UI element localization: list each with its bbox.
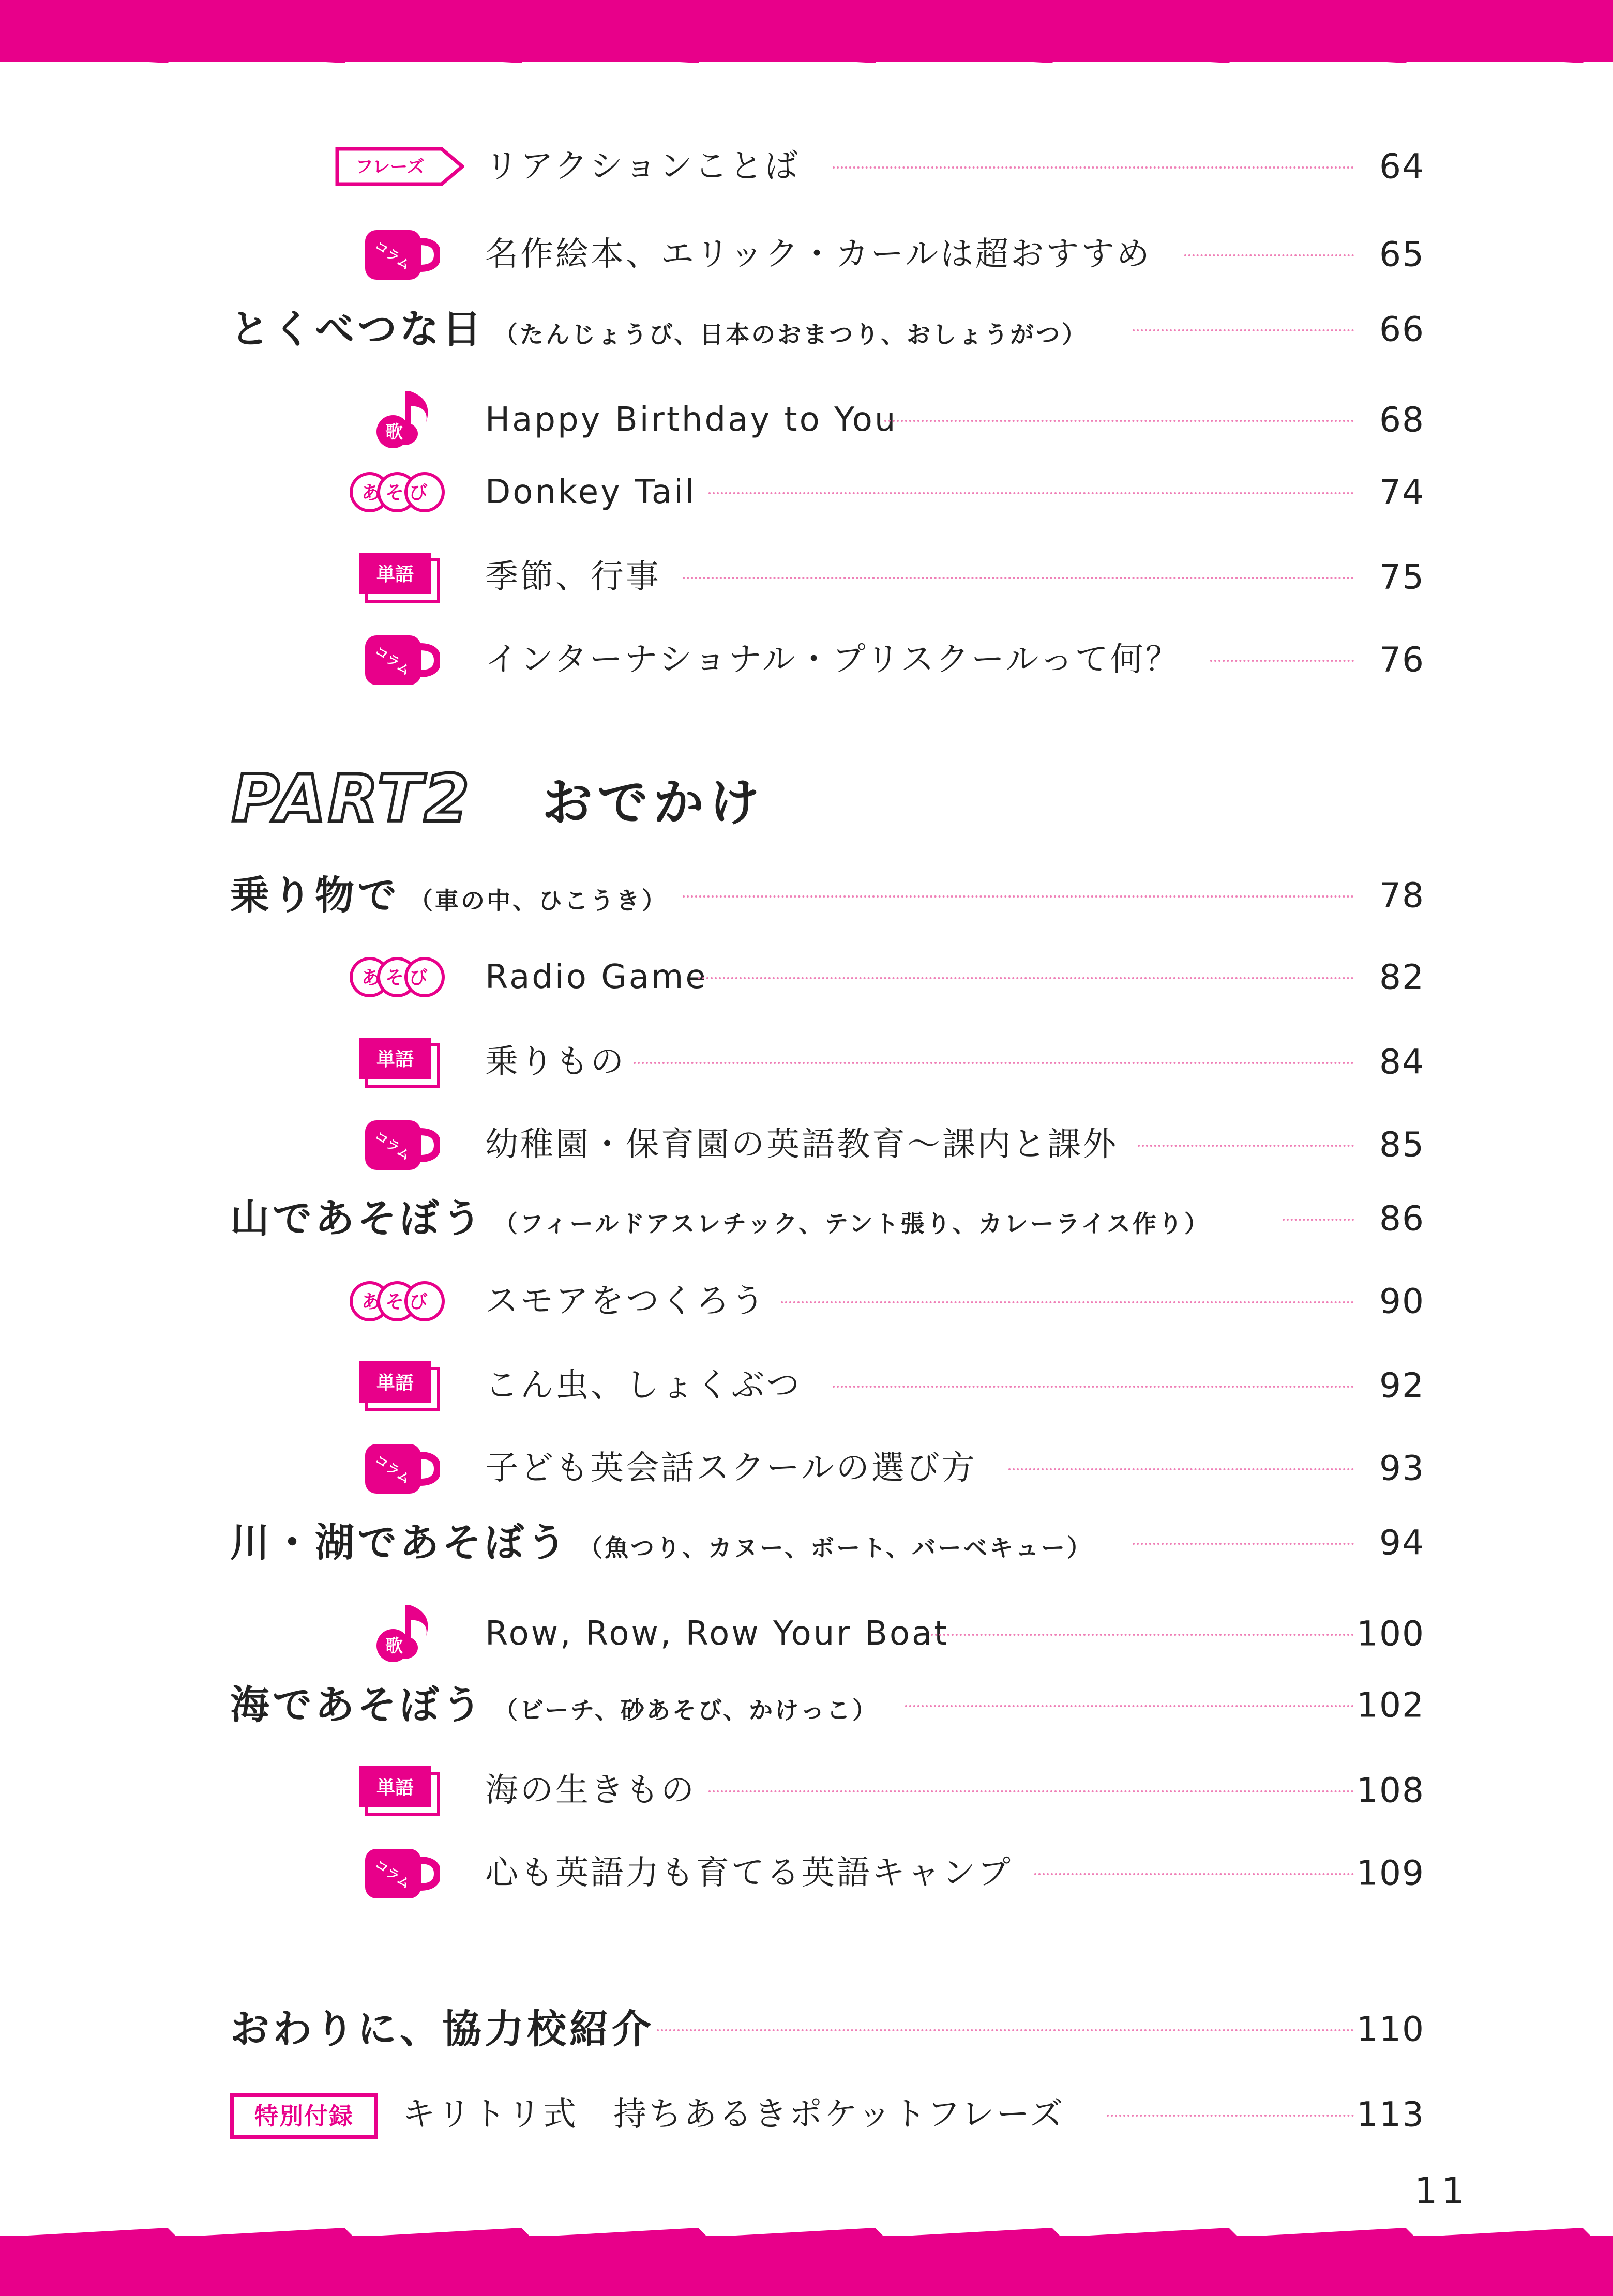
dot-leader — [1138, 1145, 1354, 1147]
page-number: 11 — [1414, 2170, 1469, 2212]
part-title: おでかけ — [542, 773, 765, 832]
entry-subtitle: （たんじょうび、日本のおまつり、おしょうがつ） — [494, 321, 1088, 348]
page-ref: 109 — [1356, 1853, 1425, 1893]
entry-subtitle: （車の中、ひこうき） — [409, 887, 668, 915]
svg-text:コラム: コラム — [371, 1857, 414, 1893]
page-ref: 76 — [1379, 640, 1425, 680]
toc-section-row — [0, 298, 1613, 360]
toc-entry-row — [0, 1603, 1613, 1665]
toc-section-row — [0, 864, 1613, 926]
toc-entry-row — [0, 223, 1613, 285]
entry-title — [402, 2095, 1065, 2134]
column-badge-icon — [362, 631, 440, 688]
svg-text:単語: 単語 — [376, 1777, 414, 1799]
toc-entry-row — [0, 629, 1613, 691]
entry-title — [230, 1195, 1210, 1241]
entry-title-text: インターナショナル・プリスクールって何？ — [485, 641, 1181, 679]
entry-title-text: Happy Birthday to You — [485, 401, 898, 439]
entry-title-text: リアクションことば — [485, 147, 800, 186]
svg-text:歌: 歌 — [385, 422, 403, 443]
entry-title — [485, 235, 1152, 273]
page-ref: 110 — [1356, 2009, 1425, 2049]
dot-leader — [1107, 2115, 1354, 2117]
dot-leader — [931, 1634, 1354, 1636]
entry-title-text: 川・湖であそぼう — [230, 1519, 569, 1565]
play-badge-icon — [348, 469, 446, 515]
dot-leader — [884, 420, 1354, 422]
dot-leader — [1210, 660, 1354, 662]
entry-title-text: キリトリ式 持ちあるきポケットフレーズ — [402, 2095, 1065, 2134]
phrase-badge-icon — [335, 146, 464, 187]
play-badge-icon — [348, 1278, 446, 1325]
entry-title-text: 幼稚園・保育園の英語教育～課内と課外 — [485, 1126, 1118, 1164]
dot-leader — [683, 895, 1354, 898]
svg-text:あそび: あそび — [361, 1291, 433, 1313]
play-badge-icon — [348, 954, 446, 1000]
dot-leader — [1133, 1543, 1354, 1545]
entry-subtitle: （フィールドアスレチック、テント張り、カレーライス作り） — [494, 1210, 1210, 1238]
svg-text:あそび: あそび — [361, 967, 433, 989]
dot-leader — [1008, 1468, 1354, 1470]
entry-title — [485, 401, 898, 439]
page-ref: 100 — [1356, 1614, 1425, 1654]
toc-entry-row — [0, 1842, 1613, 1904]
svg-text:コラム: コラム — [371, 643, 414, 679]
song-badge-icon — [372, 1600, 450, 1667]
toc-entry-row — [0, 1270, 1613, 1332]
entry-subtitle: （ビーチ、砂あそび、かけっこ） — [494, 1696, 879, 1724]
entry-title — [485, 1771, 696, 1810]
toc-entry-row — [0, 135, 1613, 197]
toc-entry-row — [0, 546, 1613, 608]
page-ref: 65 — [1379, 234, 1425, 275]
entry-title-text: とくべつな日 — [230, 306, 485, 352]
svg-text:コラム: コラム — [371, 1452, 414, 1488]
entry-title-text: Row, Row, Row Your Boat — [485, 1615, 949, 1653]
dot-leader — [833, 1386, 1354, 1388]
entry-title — [485, 1282, 766, 1320]
page-ref: 82 — [1379, 957, 1425, 997]
entry-title — [485, 1449, 977, 1487]
toc-entry-row — [0, 1114, 1613, 1176]
words-badge-icon — [356, 1033, 444, 1090]
entry-subtitle: （魚つり、カヌー、ボート、バーベキュー） — [579, 1534, 1093, 1562]
entry-title-text: 海の生きもの — [485, 1771, 696, 1810]
svg-text:単語: 単語 — [376, 1373, 414, 1394]
entry-title-text: おわりに、協力校紹介 — [230, 2006, 654, 2052]
entry-title-text: 季節、行事 — [485, 558, 661, 596]
svg-text:単語: 単語 — [376, 564, 414, 585]
song-badge-icon — [372, 386, 450, 453]
entry-title — [485, 1366, 802, 1405]
top-border — [0, 0, 1613, 62]
entry-title — [230, 1682, 879, 1728]
words-badge-icon — [356, 1357, 444, 1414]
entry-title-text: Donkey Tail — [485, 473, 697, 511]
dot-leader — [1184, 254, 1354, 256]
page-ref: 78 — [1379, 875, 1425, 916]
torn-edge-top — [0, 51, 1613, 66]
column-badge-icon — [362, 1440, 440, 1497]
entry-title — [485, 1615, 949, 1653]
entry-title — [485, 473, 697, 511]
entry-title-text: 子ども英会話スクールの選び方 — [485, 1449, 977, 1487]
column-badge-icon — [362, 226, 440, 283]
svg-text:フレーズ: フレーズ — [355, 157, 425, 177]
entry-title — [485, 1126, 1118, 1164]
svg-text:コラム: コラム — [371, 238, 414, 274]
entry-title-text: 海であそぼう — [230, 1682, 485, 1728]
dot-leader — [905, 1705, 1354, 1707]
entry-title-text: 乗り物で — [230, 872, 400, 918]
words-badge-icon — [356, 549, 444, 605]
svg-text:歌: 歌 — [385, 1636, 403, 1656]
page-ref: 90 — [1379, 1281, 1425, 1321]
page-ref: 64 — [1379, 146, 1425, 187]
page-ref: 94 — [1379, 1523, 1425, 1563]
entry-title-text: 名作絵本、エリック・カールは超おすすめ — [485, 235, 1152, 273]
page-ref: 75 — [1379, 557, 1425, 597]
dot-leader — [1283, 1219, 1354, 1221]
entry-title — [230, 2006, 654, 2052]
dot-leader — [708, 1790, 1354, 1792]
page-ref: 68 — [1379, 400, 1425, 440]
special-supplement-badge: 特別付録 — [230, 2093, 378, 2139]
entry-title — [485, 958, 708, 996]
part-heading — [232, 761, 956, 849]
dot-leader — [781, 1301, 1354, 1303]
dot-leader — [833, 166, 1354, 169]
entry-title — [485, 641, 1181, 679]
svg-text:単語: 単語 — [376, 1049, 414, 1070]
page-ref: 102 — [1356, 1685, 1425, 1725]
toc-entry-row — [0, 946, 1613, 1008]
page-ref: 86 — [1379, 1198, 1425, 1239]
toc-entry-row — [0, 1031, 1613, 1093]
toc-entry-row — [0, 461, 1613, 523]
page-ref: 84 — [1379, 1042, 1425, 1082]
dot-leader — [683, 577, 1354, 579]
page-ref: 93 — [1379, 1448, 1425, 1488]
toc-section-row — [0, 1512, 1613, 1574]
toc-entry-row — [0, 1759, 1613, 1821]
entry-title — [230, 1519, 1093, 1565]
bottom-border — [0, 2236, 1613, 2296]
words-badge-icon — [356, 1762, 444, 1819]
entry-title — [485, 1854, 1013, 1892]
column-badge-icon — [362, 1116, 440, 1173]
entry-title-text: スモアをつくろう — [485, 1282, 766, 1320]
entry-title-text: 心も英語力も育てる英語キャンプ — [485, 1854, 1013, 1892]
dot-leader — [708, 492, 1354, 494]
toc-section-row — [0, 1188, 1613, 1250]
entry-title — [230, 306, 1088, 352]
toc-entry-row — [0, 1437, 1613, 1499]
toc-section-row — [0, 1674, 1613, 1736]
dot-leader — [657, 2029, 1354, 2031]
page-ref: 113 — [1356, 2094, 1425, 2135]
entry-title — [485, 1043, 626, 1081]
page-ref: 66 — [1379, 309, 1425, 349]
dot-leader — [1034, 1873, 1354, 1875]
entry-title-text: 山であそぼう — [230, 1195, 485, 1241]
svg-text:あそび: あそび — [361, 482, 433, 504]
entry-title — [485, 560, 661, 594]
svg-text:コラム: コラム — [371, 1128, 414, 1164]
toc-entry-row — [0, 1355, 1613, 1417]
part-label: PART2 — [232, 761, 472, 837]
page-ref: 85 — [1379, 1124, 1425, 1165]
dot-leader — [698, 977, 1354, 979]
page-ref: 74 — [1379, 472, 1425, 512]
entry-title — [485, 147, 800, 186]
entry-title-text: こん虫、しょくぶつ — [485, 1366, 802, 1405]
entry-title — [230, 872, 668, 918]
page-ref: 92 — [1379, 1365, 1425, 1406]
entry-title-text: Radio Game — [485, 958, 708, 996]
toc-entry-row — [0, 389, 1613, 451]
dot-leader — [634, 1062, 1354, 1064]
entry-title-text: 乗りもの — [485, 1043, 626, 1081]
dot-leader — [1133, 329, 1354, 331]
torn-edge-bottom — [0, 2225, 1613, 2240]
page-ref: 108 — [1356, 1770, 1425, 1811]
toc-section-row — [0, 1998, 1613, 2060]
column-badge-icon — [362, 1845, 440, 1902]
